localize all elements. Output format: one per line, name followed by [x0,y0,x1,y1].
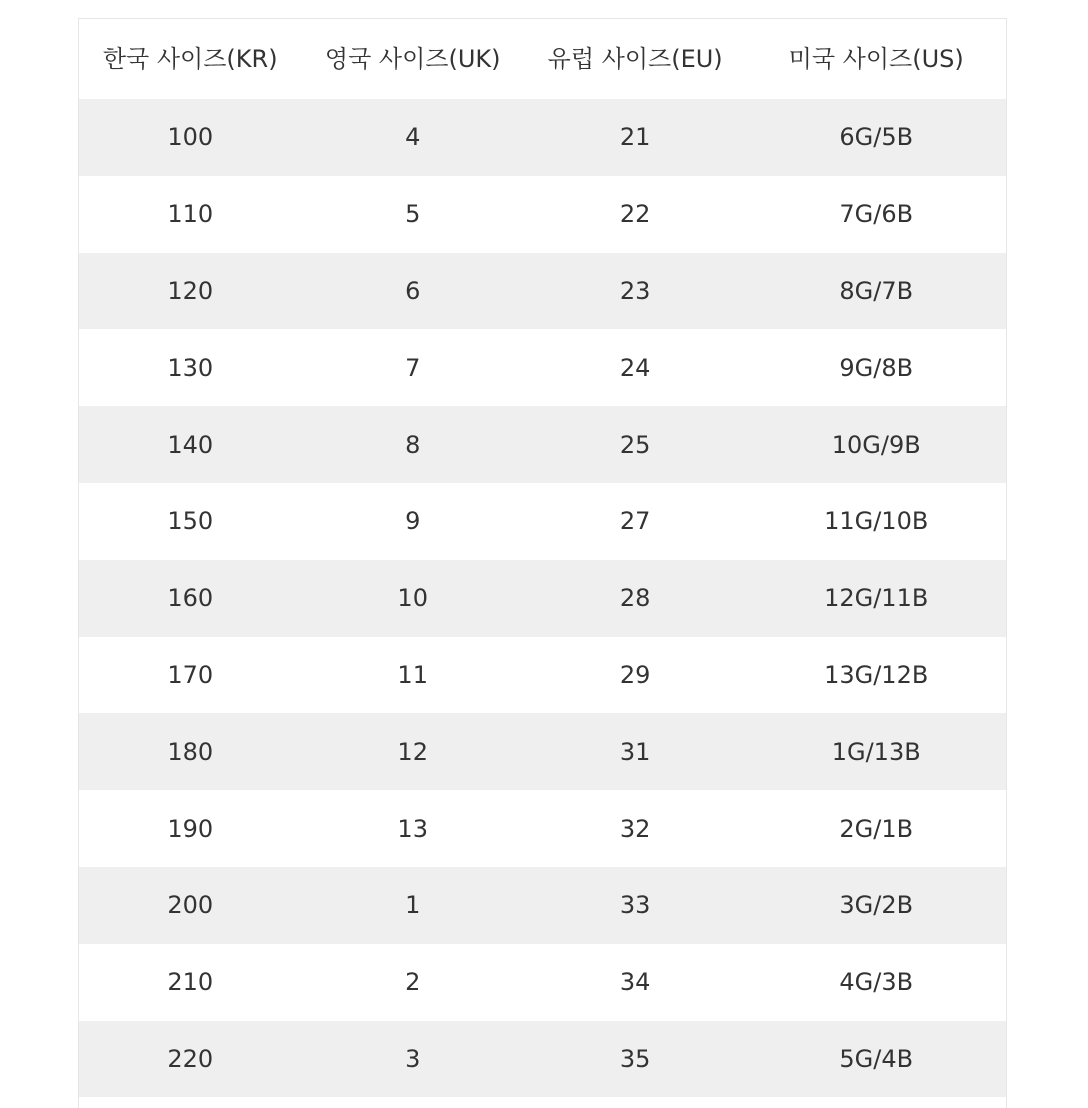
cell-kr-size: 190 [79,790,301,867]
cell-us-size: 7G/6B [746,176,1006,253]
cell-uk-size: 5 [301,176,523,253]
table-row [79,483,1006,560]
cell-uk-size: 6 [301,253,523,330]
cell-kr-size: 210 [79,944,301,1021]
table-row [79,406,1006,483]
cell-us-size: 3G/2B [746,867,1006,944]
table-row [79,253,1006,330]
cell-eu-size: 31 [524,713,746,790]
table-row [79,560,1006,637]
cell-eu-size: 29 [524,637,746,714]
cell-kr-size: 140 [79,406,301,483]
cell-kr-size: 120 [79,253,301,330]
cell-uk-size: 10 [301,560,523,637]
cell-us-size: 1G/13B [746,713,1006,790]
cell-eu-size: 27 [524,483,746,560]
cell-kr-size: 220 [79,1021,301,1098]
header-kr-size: 한국 사이즈(KR) [102,45,278,73]
cell-kr-size: 180 [79,713,301,790]
table-row [79,790,1006,867]
header-uk-size: 영국 사이즈(UK) [324,45,501,73]
cell-eu-size: 33 [524,867,746,944]
cell-kr-size: 100 [79,99,301,176]
cell-eu-size: 32 [524,790,746,867]
cell-uk-size: 11 [301,637,523,714]
cell-uk-size: 4 [301,99,523,176]
cell-eu-size: 23 [524,253,746,330]
table-row [79,99,1006,176]
cell-eu-size: 35 [524,1021,746,1098]
cell-kr-size: 150 [79,483,301,560]
cell-eu-size: 24 [524,329,746,406]
cell-us-size: 5G/4B [746,1021,1006,1098]
table-row [79,1021,1006,1098]
cell-kr-size: 160 [79,560,301,637]
table-body [79,99,1006,1097]
cell-eu-size: 34 [524,944,746,1021]
cell-us-size: 11G/10B [746,483,1006,560]
cell-us-size: 4G/3B [746,944,1006,1021]
cell-kr-size: 130 [79,329,301,406]
header-row [79,19,1006,99]
cell-eu-size: 28 [524,560,746,637]
cell-us-size: 2G/1B [746,790,1006,867]
header-eu-size: 유럽 사이즈(EU) [547,45,723,73]
cell-us-size: 13G/12B [746,637,1006,714]
table-row [79,713,1006,790]
cell-kr-size: 170 [79,637,301,714]
cell-kr-size: 200 [79,867,301,944]
cell-us-size: 10G/9B [746,406,1006,483]
table-row [79,944,1006,1021]
size-chart-table-container [78,18,1007,1108]
cell-uk-size: 9 [301,483,523,560]
table-row [79,329,1006,406]
size-chart-table [79,19,1006,1097]
cell-eu-size: 21 [524,99,746,176]
cell-uk-size: 12 [301,713,523,790]
cell-us-size: 6G/5B [746,99,1006,176]
cell-uk-size: 2 [301,944,523,1021]
cell-uk-size: 13 [301,790,523,867]
cell-uk-size: 7 [301,329,523,406]
cell-us-size: 8G/7B [746,253,1006,330]
table-row [79,867,1006,944]
cell-us-size: 9G/8B [746,329,1006,406]
header-us-size: 미국 사이즈(US) [788,45,964,73]
cell-kr-size: 110 [79,176,301,253]
cell-us-size: 12G/11B [746,560,1006,637]
cell-eu-size: 22 [524,176,746,253]
table-row [79,637,1006,714]
table-header [79,19,1006,99]
table-row [79,176,1006,253]
cell-uk-size: 1 [301,867,523,944]
cell-uk-size: 8 [301,406,523,483]
cell-uk-size: 3 [301,1021,523,1098]
cell-eu-size: 25 [524,406,746,483]
